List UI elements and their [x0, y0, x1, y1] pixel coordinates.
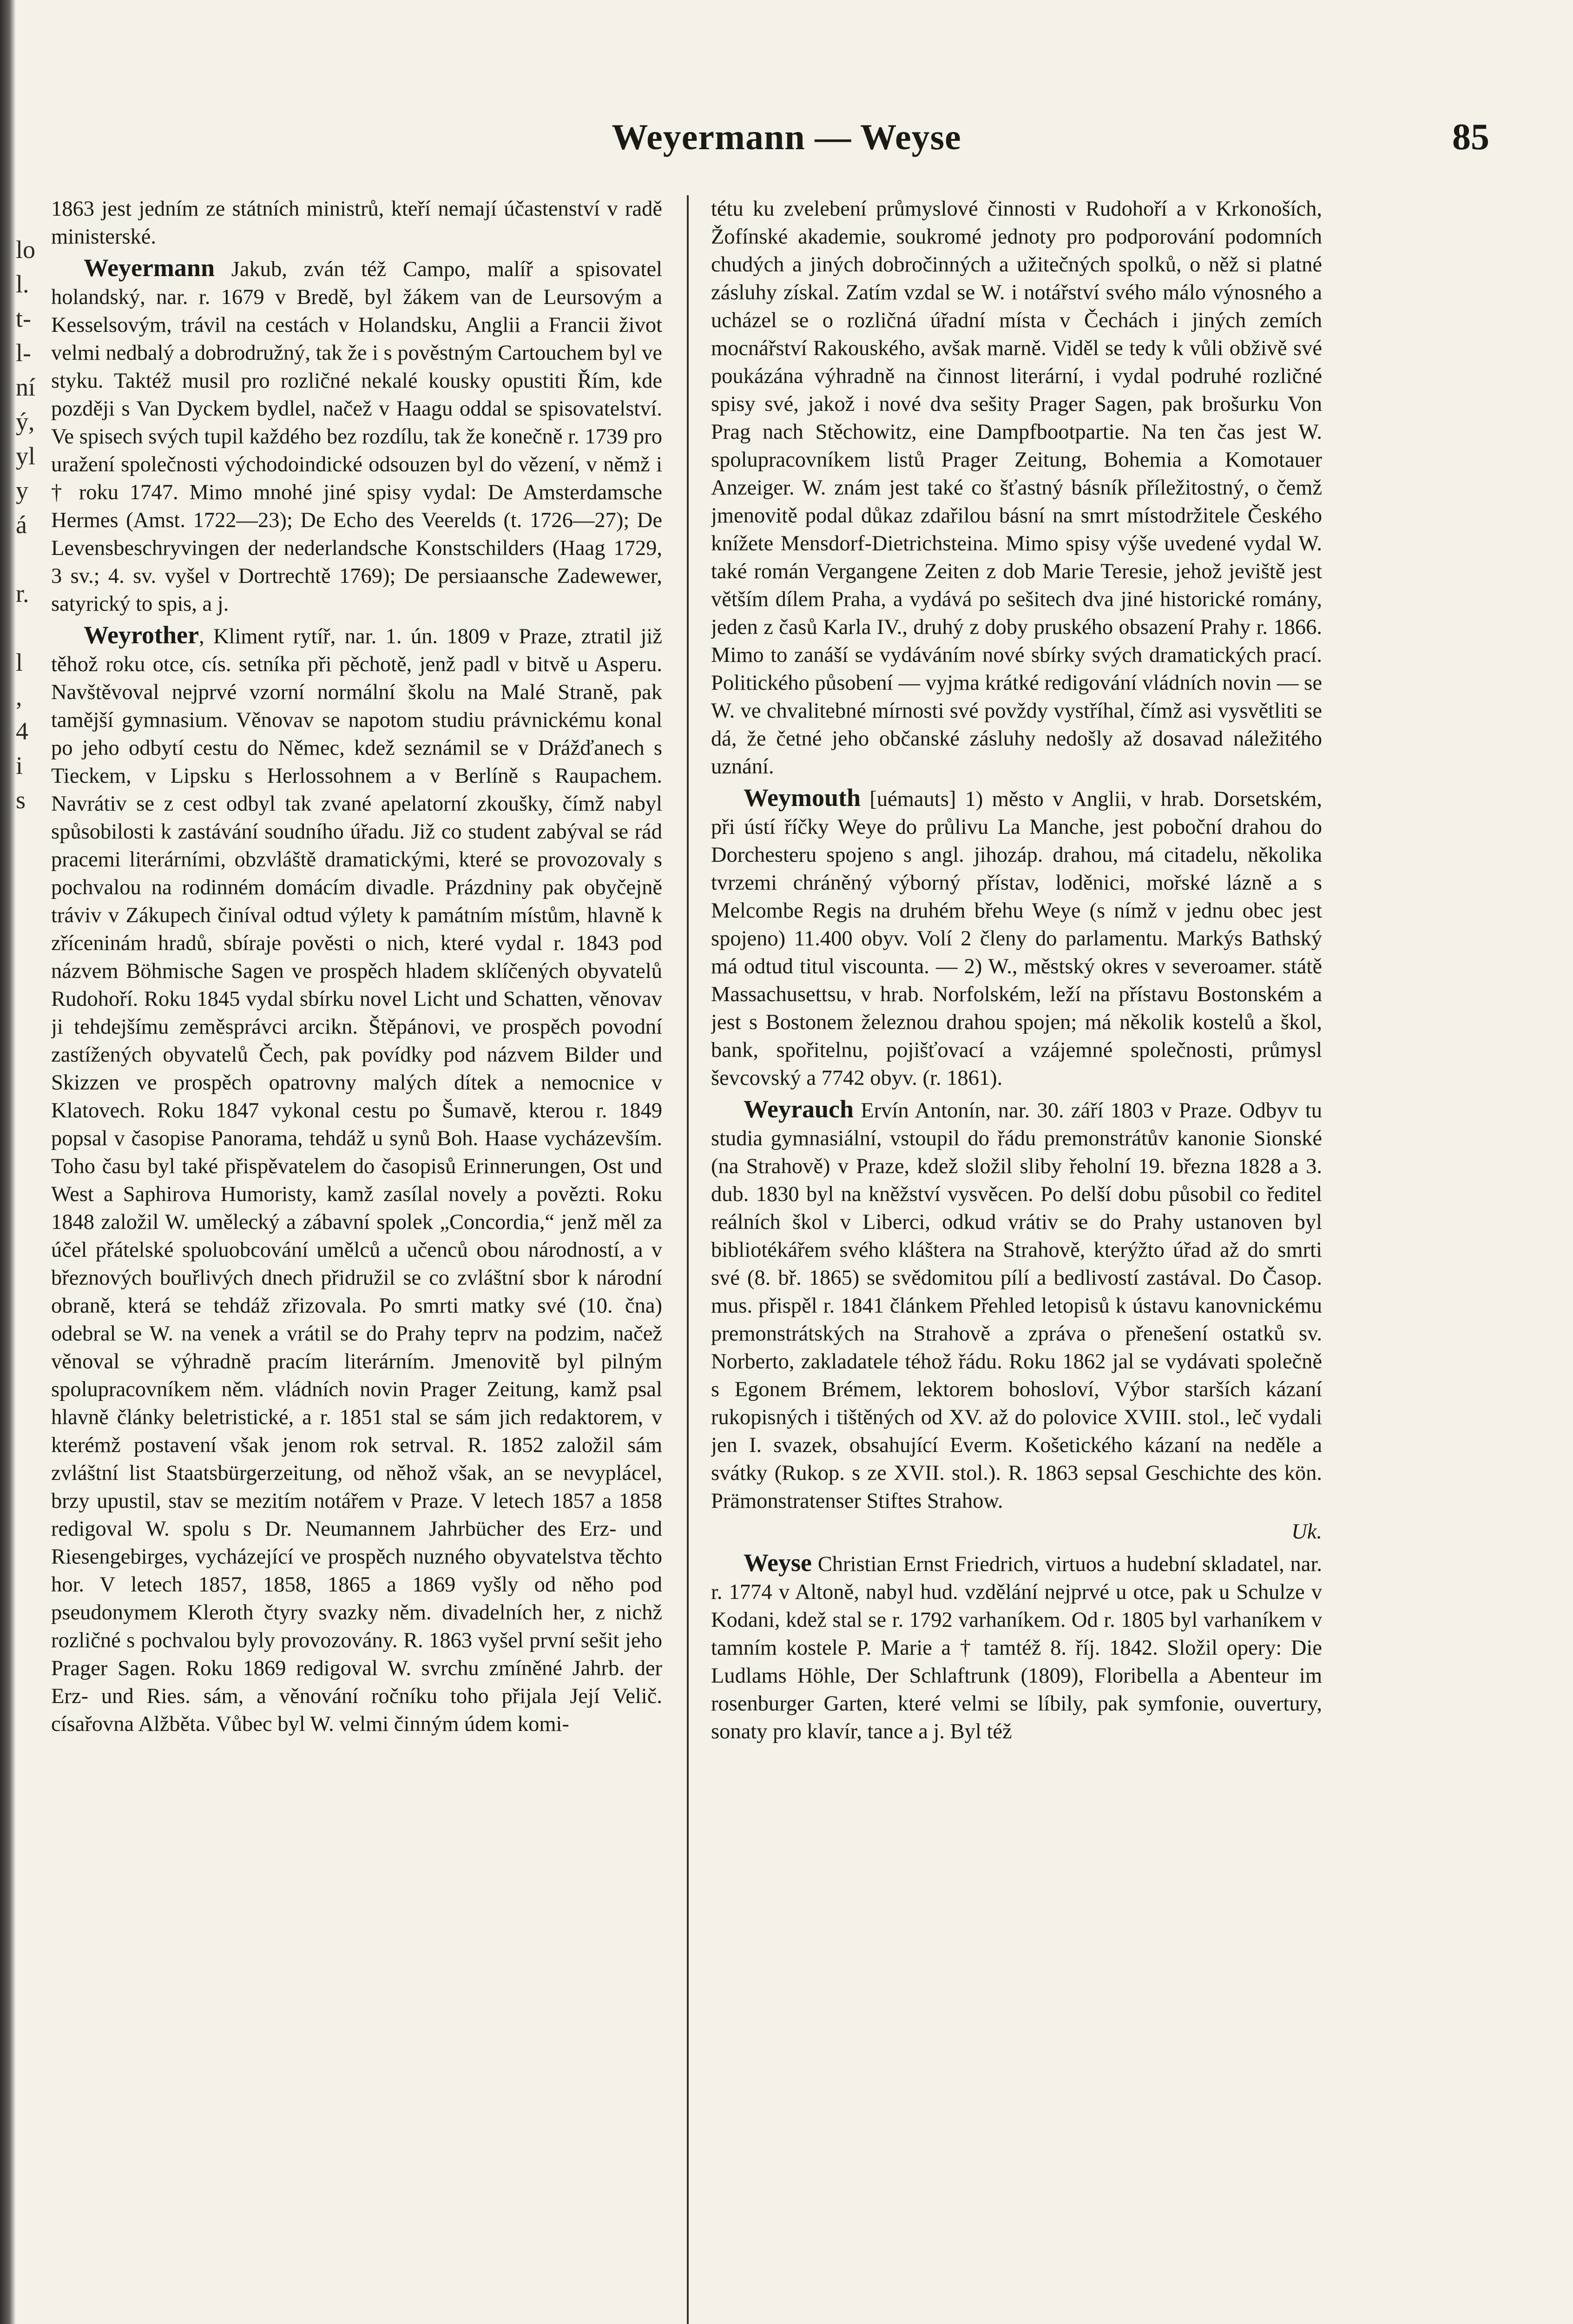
- column-divider: [687, 195, 689, 2324]
- entry-text: , Kliment rytíř, nar. 1. ún. 1809 v Praze, ztratil již těhož roku otce, cís. setníka při pěchotě, jenž padl v bitvě u Asperu. Navštěvoval nejprvé vzorní normální školu na Malé Straně, pak tamější gymnasium. Věnovav se napotom studiu právnickému konal po jeho odbytí cestu do Němec, kdež seznámil se v Drážďanech s Tieckem, v Lipsku s Herlossohnem a v Berlíně s Raupachem. Navrátiv se z cest odbyl tak zvané apelatorní zkoušky, čímž nabyl spůsobilosti k zastávání soudního úřadu. Již co student zabýval se rád pracemi literárními, obzvláště dramatickými, které se provozovaly s pochvalou na rodinném domácím divadle. Prázdniny pak obyčejně tráviv v Zákupech činíval odtud výlety k památním místům, hlavně k zříceninám hradů, sbíraje pověsti o nich, které vydal r. 1843 pod názvem Böhmische Sagen ve prospěch hladem sklíčených obyvatelů Rudohoří. Roku 1845 vydal sbírku novel Licht und Schatten, věnovav ji tehdejšímu zeměsprávci arcikn. Štěpánovi, ve prospěch povodní zastížených obyvatelů Čech, pak povídky pod názvem Bilder und Skizzen ve prospěch opatrovny malých dítek a nemocnice v Klatovech. Roku 1847 vykonal cestu po Šumavě, kterou r. 1849 popsal v časopise Panorama, tehdáž u synů Boh. Haase vycházevším. Toho času byl také přispěvatelem do časopisů Erinnerungen, Ost und West a Saphirova Humoristy, kamž zasílal novely a povězti. Roku 1848 založil W. umělecký a zábavní spolek „Concordia,“ jenž měl za účel přátelské spoluobcování umělců a učenců obou národností, a v březnových bouřlivých dnech přidružil se co zvláštní sbor k národní obraně, která se tehdáž zřizovala. Po smrti matky své (10. čna) odebral se W. na venek a vrátil se do Prahy teprv na podzim, načež věnoval se výhradně pracím literárním. Jmenovitě byl pilným spolupracovníkem něm. vládních novin Prager Zeitung, kamž psal hlavně články beletristické, a r. 1851 stal se sám jich redaktorem, v kterémž postavení však jenom rok setrval. R. 1852 založil sám zvláštní list Staatsbürgerzeitung, od něhož však, an se nevyplácel, brzy upustil, stav se mezitím notářem v Praze. V letech 1857 a 1858 redigoval W. spolu s Dr. Neumannem Jahrbücher des Erz- und Riesengebirges, vycházející ve prospěch nuzného obyvatelstva těchto hor. V letech 1857, 1858, 1865 a 1869 vyšly od něho pod pseudonymem Kleroth čtyry svazky něm. divadelních her, z nichž rozličné s pochvalou byly provozovány. R. 1863 vyšel první sešit jeho Prager Sagen. Roku 1869 redigoval W. svrchu zmíněné Jahrb. der Erz- und Ries. sám, a věnování ročníku toho přijala Její Velič. císařovna Alžběta. Vůbec byl W. velmi činným údem komi-: [51, 625, 662, 1736]
- headword: Weymouth: [744, 784, 861, 812]
- entry-weyse: [711, 1549, 1322, 1746]
- author-signature: Uk.: [1291, 1520, 1322, 1544]
- headword: Weyse: [744, 1549, 812, 1577]
- headword: Weyrother: [84, 621, 199, 649]
- entry-text: Ervín Antonín, nar. 30. září 1803 v Praze. Odbyv tu studia gymnasiální, vstoupil do řádu premonstrátův kanonie Sionské (na Strahově) v Praze, kdež složil sliby řeholní 19. března 1828 a 3. dub. 1830 byl na kněžství vysvěcen. Po delší dobu působil co ředitel reálních škol v Liberci, odkud vrátiv se do Prahy ustanoven byl bibliotékářem svého kláštera na Strahově, kterýžto úřad až do smrti své (8. bř. 1865) se svědomitou pílí a bedlivostí zastával. Do Časop. mus. přispěl r. 1841 článkem Přehled letopisů k ústavu kanovnickému premonstrátských na Strahově a zpráva o přenešení ostatků sv. Norberto, zakladatele téhož řádu. Roku 1862 jal se vydávati společně s Egonem Brémem, lektorem bohosloví, Výbor starších kázaní rukopisných i tištěných od XV. až do polovice XVIII. stol., leč vydali jen I. svazek, obsahující Everm. Košetického kázaní na neděle a svátky (Rukop. s ze XVII. stol.). R. 1863 sepsal Geschichte des kön. Prämonstratenser Stiftes Strahow.: [711, 1099, 1322, 1513]
- entry-weymouth: [711, 784, 1322, 1092]
- page-number: 85: [1452, 117, 1489, 158]
- header-title: Weyermann — Weyse: [612, 117, 961, 157]
- scan-edge-shadow: [0, 0, 16, 2324]
- left-column: [51, 195, 662, 2324]
- continued-paragraph: 1863 jest jedním ze státních ministrů, kteří nemají účastenství v radě ministerské.: [51, 197, 662, 249]
- headword: Weyrauch: [744, 1095, 854, 1123]
- entry-text: Christian Ernst Friedrich, virtuos a hudební skladatel, nar. r. 1774 v Altoně, nabyl hud. vzdělání nejprvé u otce, pak u Schulze v Kodani, kdež stal se r. 1792 varhaníkem. Od r. 1805 byl varhaníkem v tamním kostele P. Marie a † tamtéž 8. říj. 1842. Složil opery: Die Ludlams Höhle, Der Schlaftrunk (1809), Floribella a Abenteur im rosenburger Garten, které velmi se líbily, pak symfonie, ouvertury, sonaty pro klavír, tance a j. Byl též: [711, 1552, 1322, 1743]
- entry-weyrother: [51, 621, 662, 1738]
- continued-paragraph: tétu ku zvelebení průmyslové činnosti v Rudohoří a v Krkonoších, Žofínské akademie, soukromé jednoty pro podporování podomních chudých a jiných dobročinných a užitečných spolků, o něž si platné zásluhy získal. Zatím vzdal se W. i notářství svého málo výnosného a ucházel se o rozličná úřadní místa v Čechách i jiných zemích mocnářství Rakouského, avšak marně. Viděl se tedy k vůli obživě své poukázána výhradně na činnost literární, i vydal podruhé rozličné spisy své, jakož i nové dva sešity Prager Sagen, pak brošurku Von Prag nach Stěchowitz, eine Dampfbootpartie. Na ten čas jest W. spolupracovníkem listů Prager Zeitung, Bohemia a Komotauer Anzeiger. W. znám jest také co šťastný básník příležitostný, o čemž jmenovitě podal důkaz zdařilou básní na smrt místodržitele Českého knížete Mensdorf-Dietrichsteina. Mimo spisy výše uvedené vydal W. také román Vergangene Zeiten z dob Marie Teresie, jehož jeviště jest větším dílem Praha, a vydává po sešitech dva jiné historické romány, jeden z časů Karla IV., druhý z doby pruského obsazení Prahy r. 1866. Mimo to zanáší se vydáváním nové sbírky svých dramatických prací. Politického působení — vyjma krátké redigování vládních novin — se W. ve chvalitebné mírnosti své povždy vystříhal, čímž asi vysvětliti se dá, že četné jeho občanské zásluhy nedošly až dosavad náležitého uznání.: [711, 197, 1322, 779]
- entry-weyermann: [51, 254, 662, 618]
- right-column: [711, 195, 1322, 2324]
- entry-text: [uémauts] 1) město v Anglii, v hrab. Dorsetském, při ústí říčky Weye do průlivu La Manche, jest poboční drahou do Dorchesteru spojeno s angl. jihozáp. drahou, má citadelu, několika tvrzemi chráněný výborný přístav, loděnici, mořské lázně a s Melcombe Regis na druhém břehu Weye (s nímž v jednu obec jest spojeno) 11.400 obyv. Volí 2 členy do parlamentu. Markýs Bathský má odtud titul viscounta. — 2) W., městský okres v severoamer. státě Massachusettsu, v hrab. Norfolském, leží na přístavu Bostonském a jest s Bostonem železnou drahou spojen; má několik kostelů a škol, bank, spořitelnu, pojišťovací a vzájemné společnosti, průmysl ševcovský a 7742 obyv. (r. 1861).: [711, 787, 1322, 1090]
- entry-text: Jakub, zván též Campo, malíř a spisovatel holandský, nar. r. 1679 v Bredě, byl žákem van de Leursovým a Kesselsovým, trávil na cestách v Holandsku, Anglii a Francii život velmi nedbalý a dobrodružný, tak že i s pověstným Cartouchem byl ve styku. Taktéž musil pro rozličné nekalé kousky opustiti Řím, kde později s Van Dyckem bydlel, načež v Haagu oddal se spisovatelství. Ve spisech svých tupil každého bez rozdílu, tak že konečně r. 1739 pro uražení společnosti východoindické odsouzen byl do vězení, v němž i † roku 1747. Mimo mnohé jiné spisy vydal: De Amsterdamsche Hermes (Amst. 1722—23); De Echo des Veerelds (t. 1726—27); De Levensbeschryvingen der nederlandsche Konstschilders (Haag 1729, 3 sv.; 4. sv. vyšel v Dortrechtě 1769); De persiaansche Zadewewer, satyrický to spis, a j.: [51, 257, 662, 616]
- running-header: [84, 116, 1489, 167]
- adjacent-page-margin: lo l. t- l- ní ý, yl y á r. l , 4 i s: [16, 236, 36, 814]
- headword: Weyermann: [84, 254, 215, 282]
- entry-weyrauch: [711, 1095, 1322, 1515]
